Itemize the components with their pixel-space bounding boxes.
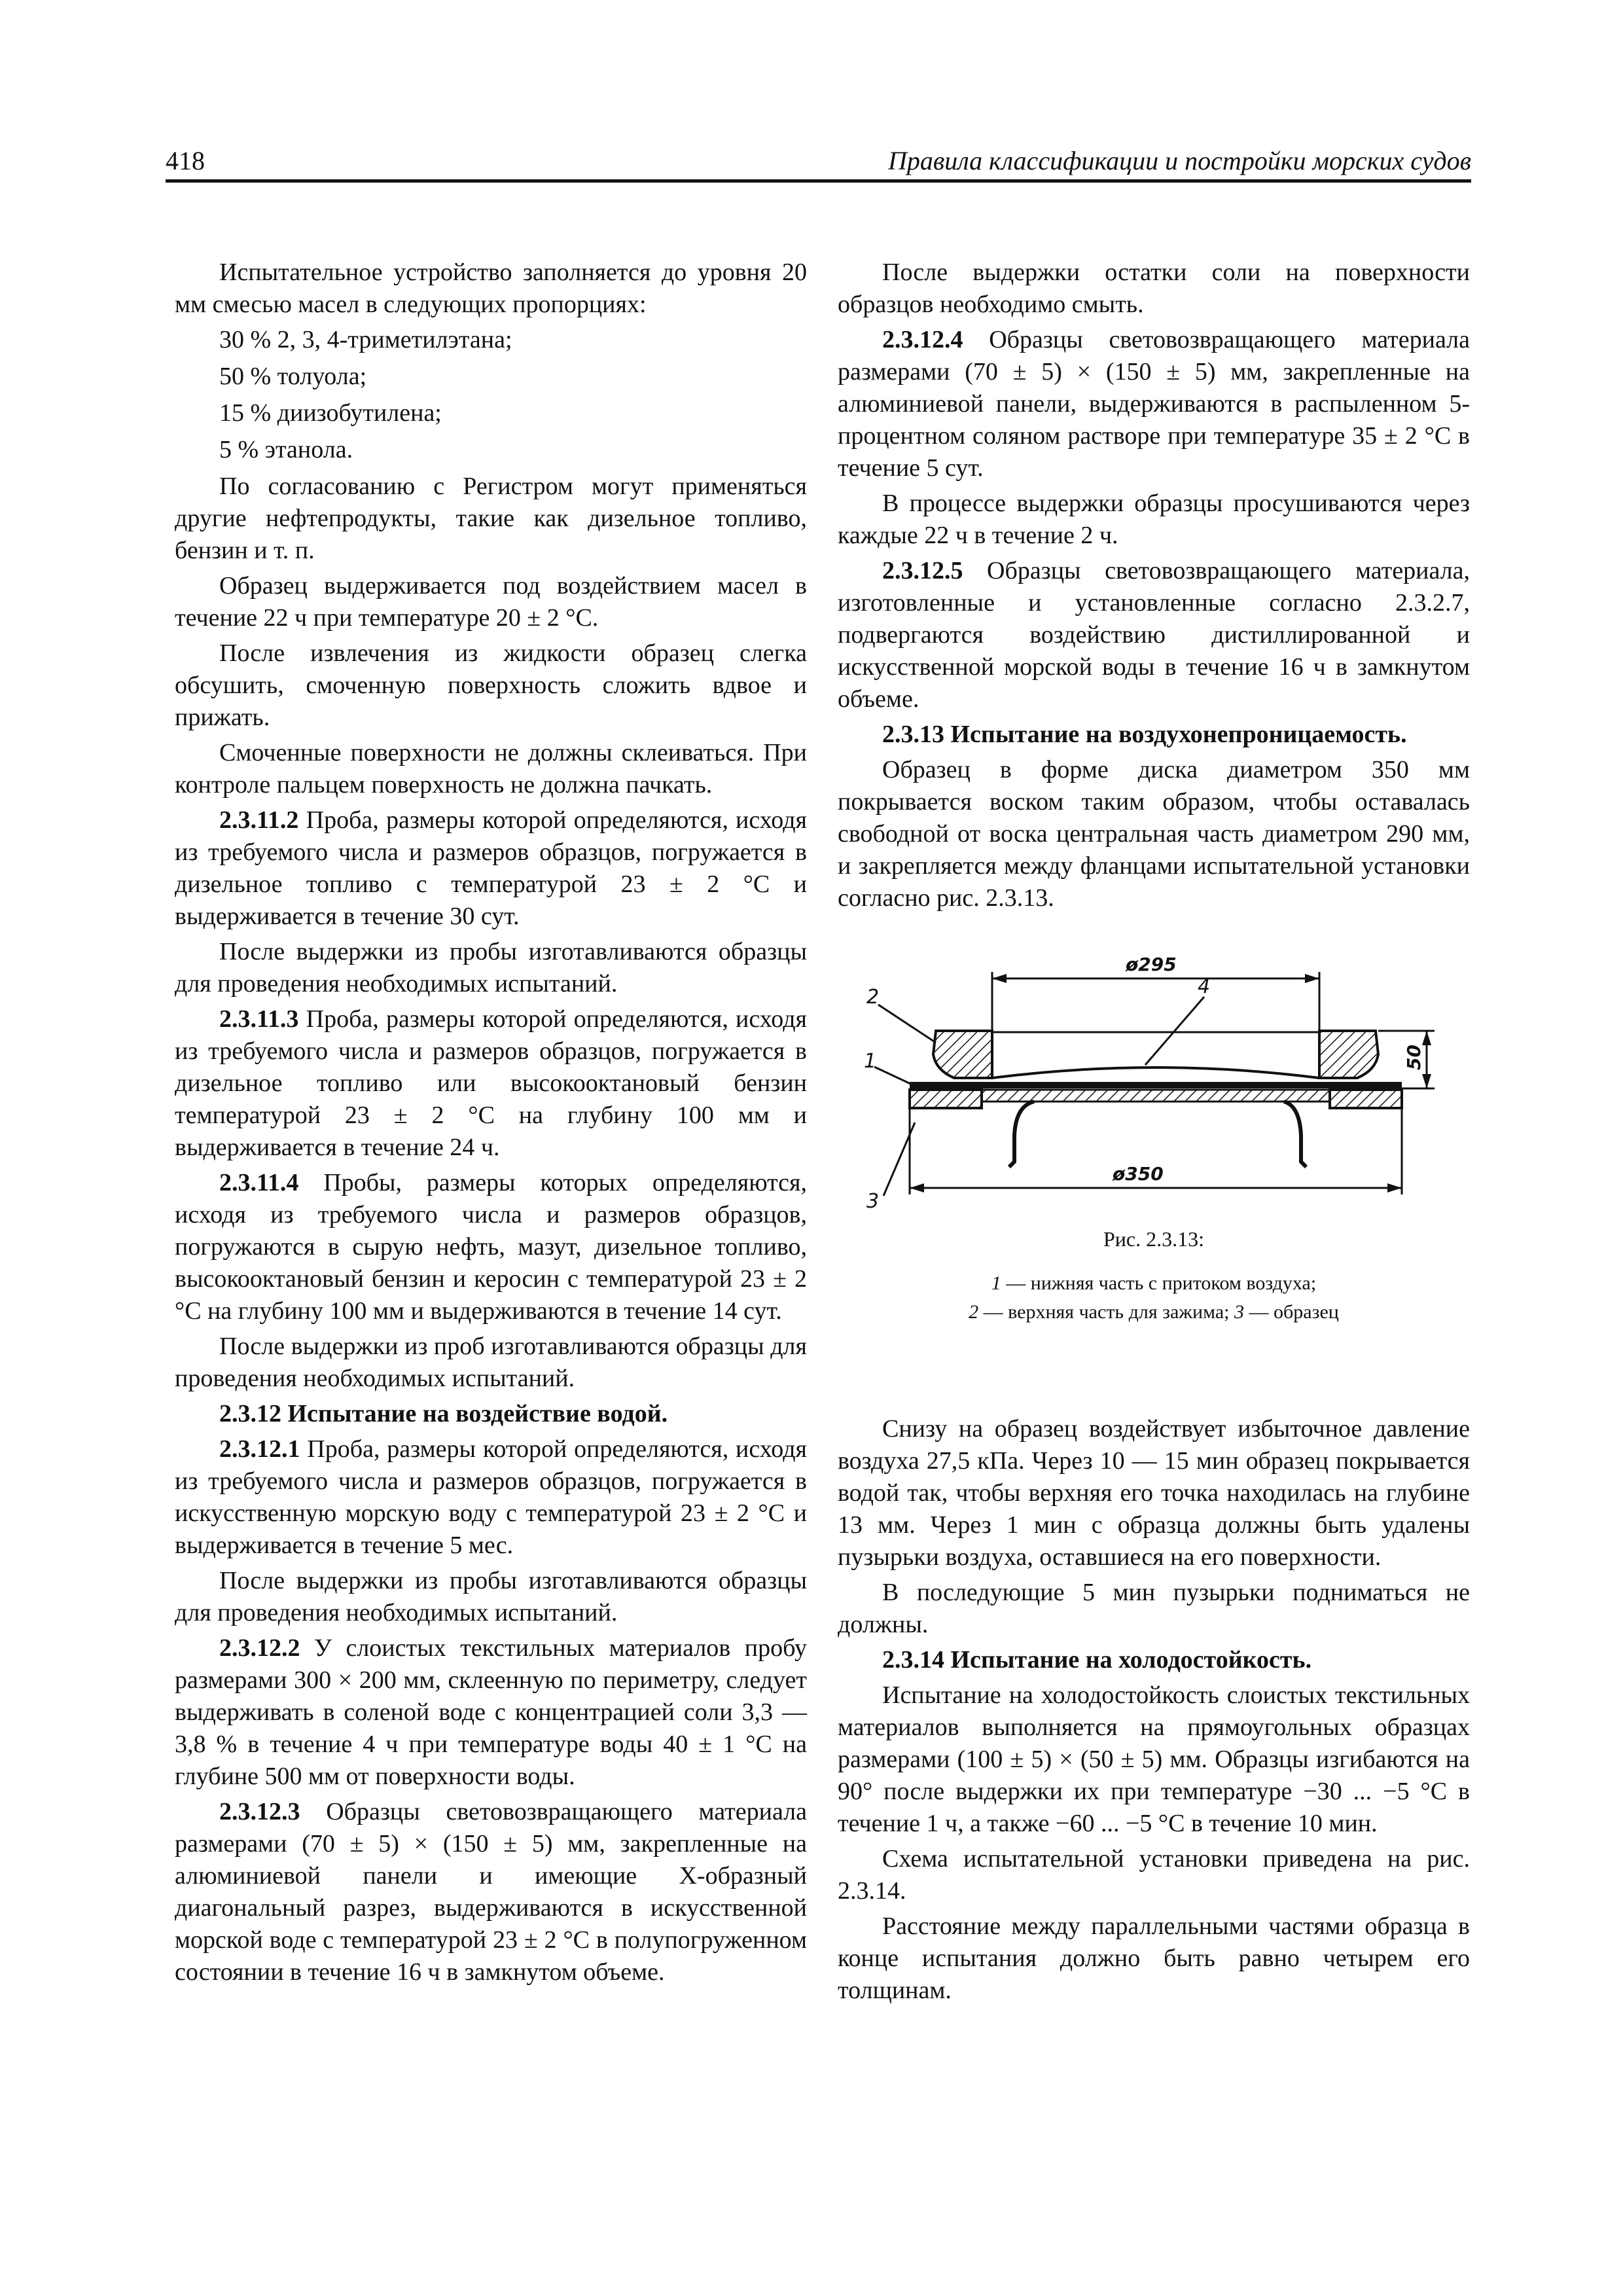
paragraph: После извлечения из жидкости образец слегка обсушить, смоченную поверхность сложить вдвое и прижать. bbox=[175, 639, 807, 731]
section-number: 2.3.12.1 bbox=[219, 1435, 300, 1463]
dimension-bottom bbox=[910, 1109, 1402, 1194]
section-2-3-12-3 bbox=[175, 1796, 807, 1988]
section-heading-2-3-12: 2.3.12 Испытание на воздействие водой. bbox=[219, 1400, 668, 1427]
paragraph: По согласованию с Регистром могут применяться другие нефтепродукты, такие как дизельное топливо, бензин и т. п. bbox=[175, 473, 807, 564]
legend-number: 3 bbox=[1234, 1301, 1245, 1323]
callout-4: 4 bbox=[1198, 975, 1211, 998]
running-title: Правила классификации и постройки морских судов bbox=[887, 146, 1471, 175]
section-number: 2.3.12.3 bbox=[219, 1798, 300, 1825]
section-number: 2.3.11.3 bbox=[219, 1005, 299, 1033]
section-2-3-12-1 bbox=[175, 1433, 807, 1562]
paragraph: После выдержки остатки соли на поверхности образцов необходимо смыть. bbox=[838, 259, 1470, 318]
section-number: 2.3.12.2 bbox=[219, 1634, 300, 1662]
figure-2-3-13 bbox=[838, 926, 1470, 1327]
legend-text: образец bbox=[1274, 1301, 1339, 1323]
callout-3: 3 bbox=[866, 1190, 880, 1213]
legend-number: 1 bbox=[991, 1272, 1001, 1294]
list-item: 50 % толуола; bbox=[219, 363, 367, 390]
section-number: 2.3.12.4 bbox=[882, 326, 963, 353]
paragraph: В последующие 5 мин пузырьки подниматься не должны. bbox=[838, 1579, 1470, 1638]
section-number: 2.3.11.2 bbox=[219, 806, 299, 834]
section-2-3-12-2 bbox=[175, 1632, 807, 1793]
dimension-bottom-label: ø350 bbox=[1113, 1163, 1164, 1185]
figure-legend bbox=[838, 1269, 1470, 1327]
paragraph: После выдержки из проб изготавливаются образцы для проведения необходимых испытаний. bbox=[175, 1333, 807, 1392]
legend-text: верхняя часть для зажима; bbox=[1008, 1301, 1230, 1323]
left-column bbox=[175, 257, 807, 1992]
page-header bbox=[166, 145, 1471, 183]
legend-line-2: 2 — верхняя часть для зажима; 3 — образец bbox=[969, 1301, 1339, 1323]
paragraph: После выдержки из пробы изготавливаются образцы для проведения необходимых испытаний. bbox=[175, 1567, 807, 1626]
dimension-side bbox=[1378, 1031, 1435, 1088]
upper-clamp-flange bbox=[933, 1031, 1378, 1078]
paragraph: Схема испытательной установки приведена на рис. 2.3.14. bbox=[838, 1845, 1470, 1905]
paragraph: В процессе выдержки образцы просушиваются через каждые 22 ч в течение 2 ч. bbox=[838, 490, 1470, 549]
dimension-side-label: 50 bbox=[1403, 1045, 1425, 1070]
figure-caption: Рис. 2.3.13: bbox=[1103, 1227, 1204, 1251]
legend-line-1: 1 — нижняя часть с притоком воздуха; bbox=[991, 1272, 1317, 1294]
callout-1: 1 bbox=[864, 1050, 877, 1073]
paragraph: Смоченные поверхности не должны склеиваться. При контроле пальцем поверхность не должна пачкать. bbox=[175, 739, 807, 798]
test-apparatus-drawing bbox=[838, 926, 1470, 1214]
paragraph: Испытательное устройство заполняется до уровня 20 мм смесью масел в следующих пропорциях: bbox=[175, 259, 807, 318]
page-number: 418 bbox=[166, 146, 205, 175]
section-text: Проба, размеры которой определяются, исходя из требуемого числа и размеров образцов, погружается в искусственную морскую воду с температурой 23 ± 2 °С и выдерживается в течение 5 мес. bbox=[175, 1435, 807, 1559]
section-number: 2.3.11.4 bbox=[219, 1169, 299, 1196]
section-text: Образцы световозвращающего материала размерами (70 ± 5) × (150 ± 5) мм, закрепленные на алюминиевой панели, выдерживаются в распыленном 5-процентном соляном растворе при температуре 35 ± 2 °С в течение 5 сут. bbox=[838, 326, 1471, 482]
section-2-3-12-4 bbox=[838, 324, 1470, 484]
legend-text: нижняя часть с притоком воздуха; bbox=[1030, 1272, 1317, 1294]
list-item: 30 % 2, 3, 4-триметилэтана; bbox=[219, 326, 512, 353]
dimension-top-label: ø295 bbox=[1126, 954, 1177, 975]
paragraph: Образец выдерживается под воздействием масел в течение 22 ч при температуре 20 ± 2 °С. bbox=[175, 572, 807, 632]
section-2-3-12-5 bbox=[838, 555, 1470, 715]
list-item: 15 % диизобутилена; bbox=[219, 399, 442, 427]
legend-number: 2 bbox=[969, 1301, 979, 1323]
paragraph: Снизу на образец воздействует избыточное давление воздуха 27,5 кПа. Через 10 — 15 мин образец покрывается водой так, чтобы верхняя его точка находилась на глубине 13 мм. Через 1 мин с образца должны быть удалены пузырьки воздуха, оставшиеся на его поверхности. bbox=[838, 1415, 1470, 1571]
section-heading-2-3-13: 2.3.13 Испытание на воздухонепроницаемость. bbox=[882, 721, 1407, 748]
paragraph: Образец в форме диска диаметром 350 мм покрывается воском таким образом, чтобы оставалась свободной от воска центральная часть диаметром 290 мм, и закрепляется между фланцами испытательной установки согласно рис. 2.3.13. bbox=[838, 756, 1470, 912]
section-text: Образцы световозвращающего материала размерами (70 ± 5) × (150 ± 5) мм, закрепленные на алюминиевой панели и имеющие Х-образный диагональный разрез, выдерживаются в искусственной морской воде с температурой 23 ± 2 °С в полупогруженном состоянии в течение 16 ч в замкнутом объеме. bbox=[175, 1798, 808, 1986]
section-text: Образцы световозвращающего материала, изготовленные и установленные согласно 2.3.2.7, подвергаются воздействию дистиллированной и искусственной морской воды в течение 16 ч в замкнутом объеме. bbox=[838, 557, 1471, 713]
section-2-3-11-2 bbox=[175, 804, 807, 933]
spacer bbox=[838, 1327, 1470, 1413]
callout-2: 2 bbox=[866, 986, 880, 1009]
right-column bbox=[838, 257, 1470, 2010]
section-text: Проба, размеры которой определяются, исходя из требуемого числа и размеров образцов, погружается в дизельное топливо с температурой 23 ± 2 °С и выдерживается в течение 30 сут. bbox=[175, 806, 808, 930]
section-text: Пробы, размеры которых определяются, исходя из требуемого числа и размеров образцов, погружаются в сырую нефть, мазут, дизельное топливо, высокооктановый бензин и керосин с температурой 23 ± 2 °С на глубину 100 мм и выдерживаются в течение 14 сут. bbox=[175, 1169, 807, 1325]
section-text: Проба, размеры которой определяются, исходя из требуемого числа и размеров образцов, погружается в дизельное топливо или высокооктановый бензин температурой 23 ± 2 °С на глубину 100 мм и выдерживается в течение 24 ч. bbox=[175, 1005, 808, 1161]
paragraph: Расстояние между параллельными частями образца в конце испытания должно быть равно четырем его толщинам. bbox=[838, 1912, 1470, 2004]
paragraph: После выдержки из пробы изготавливаются образцы для проведения необходимых испытаний. bbox=[175, 938, 807, 997]
dimension-top bbox=[992, 954, 1319, 1037]
section-heading-2-3-14: 2.3.14 Испытание на холодостойкость. bbox=[882, 1646, 1312, 1674]
section-2-3-11-3 bbox=[175, 1003, 807, 1164]
list-item: 5 % этанола. bbox=[219, 436, 353, 463]
lower-base bbox=[910, 1090, 1402, 1167]
section-2-3-11-4 bbox=[175, 1167, 807, 1327]
paragraph: Испытание на холодостойкость слоистых текстильных материалов выполняется на прямоугольных образцах размерами (100 ± 5) × (50 ± 5) мм. Образцы изгибаются на 90° после выдержки их при температуре −30 ... −5 °С в течение 1 ч, а также −60 ... −5 °С в течение 10 мин. bbox=[838, 1681, 1470, 1837]
section-text: У слоистых текстильных материалов пробу размерами 300 × 200 мм, склеенную по периметру, следует выдерживать в соленой воде с концентрацией соли 3,3 — 3,8 % в течение 4 ч при температуре воды 40 ± 1 °С на глубине 500 мм от поверхности воды. bbox=[175, 1634, 807, 1790]
section-number: 2.3.12.5 bbox=[882, 557, 963, 584]
